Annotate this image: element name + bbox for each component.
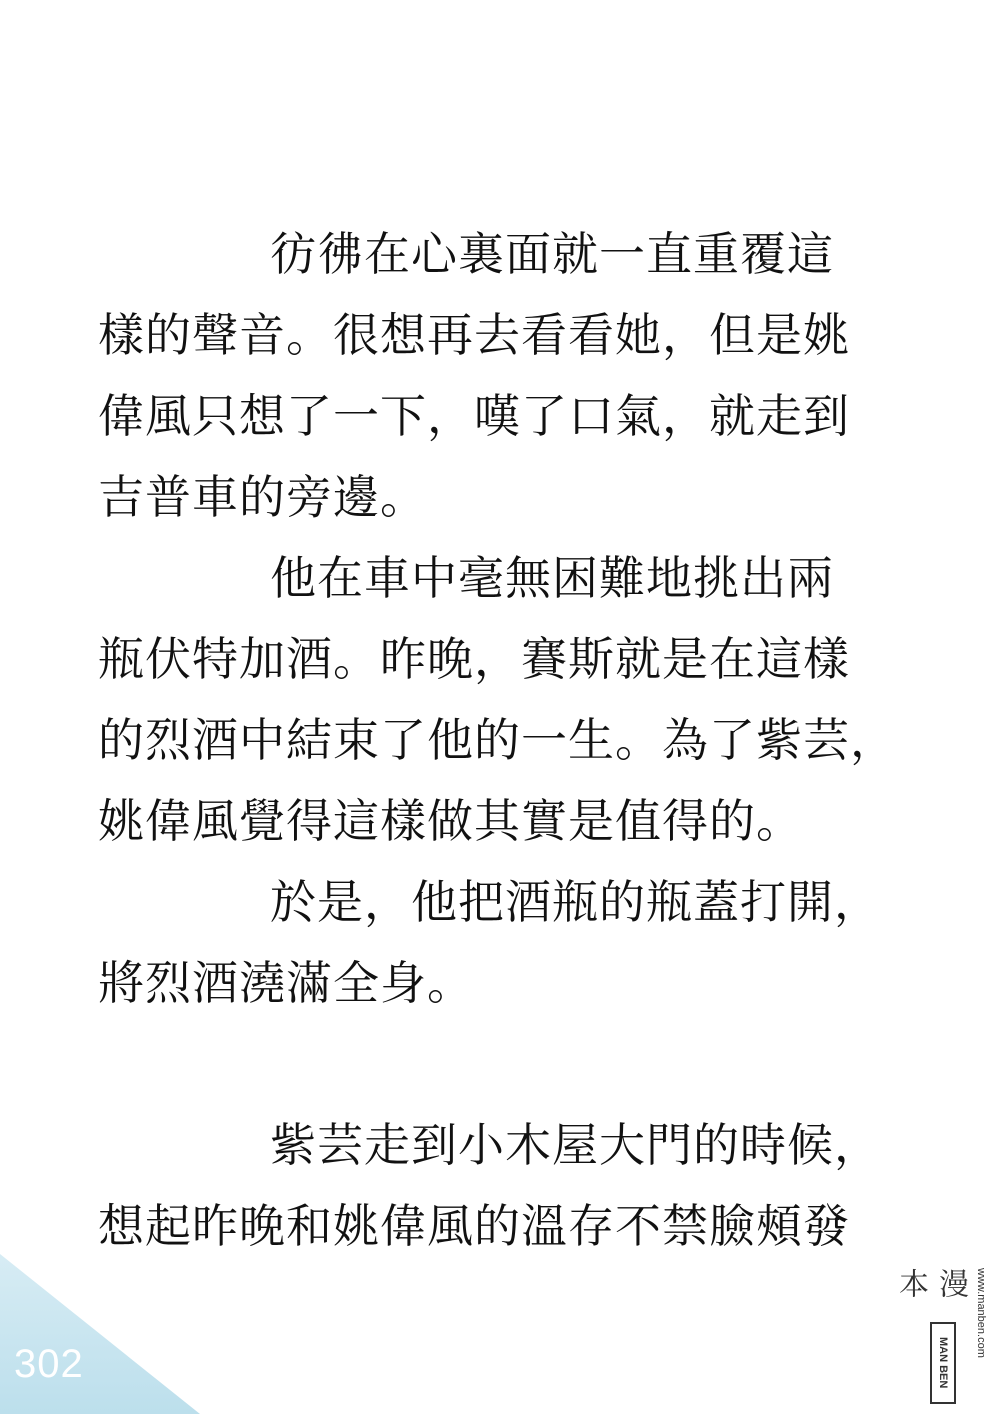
text-line: 於是，他把酒瓶的瓶蓋打開， [270, 875, 881, 929]
text-line: 瓶伏特加酒。昨晚，賽斯就是在這樣 [98, 632, 850, 686]
watermark-url: www.manben.com [975, 1268, 987, 1358]
body-text [98, 214, 958, 1267]
text-line: 想起昨晚和姚偉風的溫存不禁臉頰發 [98, 1199, 850, 1253]
text-line: 將烈酒澆滿全身。 [98, 956, 474, 1010]
corner-decoration [0, 1254, 200, 1414]
text-line: 他在車中毫無困難地挑出兩 [270, 551, 834, 605]
watermark-box: MAN BEN [930, 1322, 956, 1404]
text-line: 偉風只想了一下，嘆了口氣，就走到 [98, 389, 850, 443]
page-number: 302 [14, 1342, 84, 1386]
text-line: 彷彿在心裏面就一直重覆這 [270, 227, 834, 281]
blank-line [98, 1024, 958, 1105]
text-line: 紫芸走到小木屋大門的時候， [270, 1118, 881, 1172]
watermark-glyph: 漫本 [893, 1268, 968, 1298]
text-line: 樣的聲音。很想再去看看她，但是姚 [98, 308, 850, 362]
text-line: 吉普車的旁邊。 [98, 470, 427, 524]
text-line: 的烈酒中結束了他的一生。為了紫芸， [98, 713, 897, 767]
watermark-logo [893, 1268, 992, 1406]
text-line: 姚偉風覺得這樣做其實是值得的。 [98, 794, 803, 848]
